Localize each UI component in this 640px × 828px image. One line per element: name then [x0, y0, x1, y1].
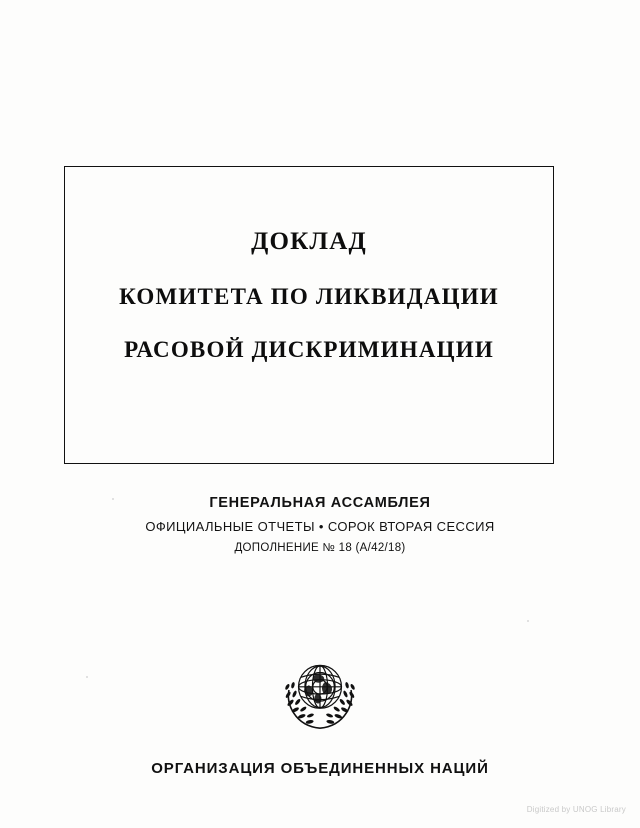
scan-speck: [527, 620, 529, 622]
title-lines: [65, 229, 553, 361]
digitization-watermark: Digitized by UNOG Library: [526, 805, 626, 814]
report-title-line-3: РАСОВОЙ ДИСКРИМИНАЦИИ: [124, 337, 494, 362]
official-records-label: ОФИЦИАЛЬНЫЕ ОТЧЕТЫ • СОРОК ВТОРАЯ СЕССИЯ: [145, 519, 495, 534]
title-box: [64, 166, 554, 464]
report-title-line-1: ДОКЛАД: [251, 228, 367, 255]
assembly-block: [0, 495, 640, 554]
report-title-line-2: КОМИТЕТА ПО ЛИКВИДАЦИИ: [119, 284, 499, 309]
un-emblem-icon: [272, 655, 368, 733]
general-assembly-label: ГЕНЕРАЛЬНАЯ АССАМБЛЕЯ: [209, 495, 431, 511]
scan-speck: [86, 676, 88, 678]
organization-label: ОРГАНИЗАЦИЯ ОБЪЕДИНЕННЫХ НАЦИЙ: [151, 760, 489, 777]
supplement-label: ДОПОЛНЕНИЕ № 18 (A/42/18): [234, 542, 406, 554]
